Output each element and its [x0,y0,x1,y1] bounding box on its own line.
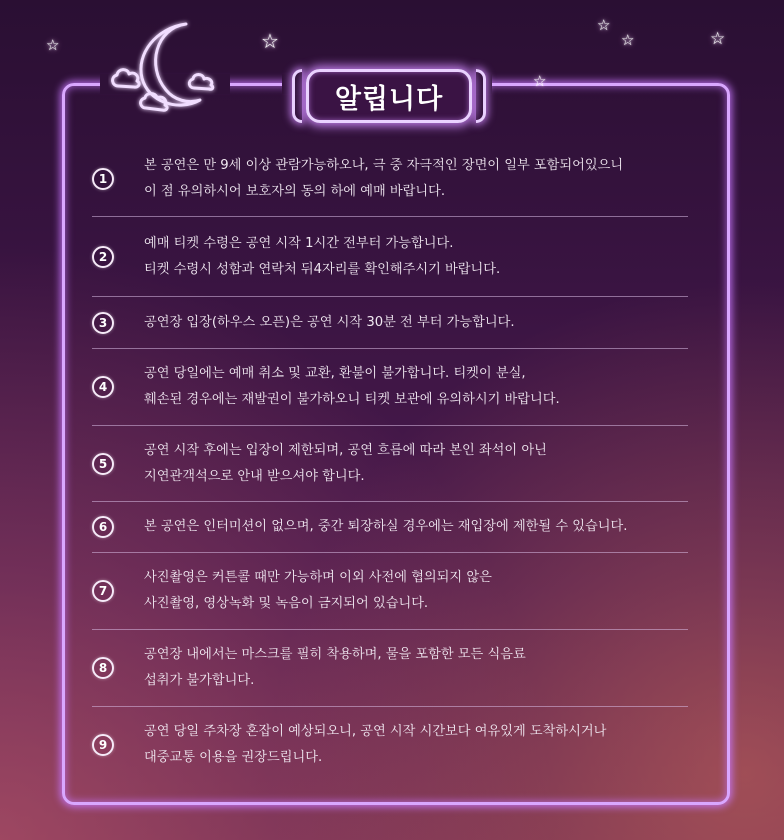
notice-text: 본 공연은 인터미션이 없으며, 중간 퇴장하실 경우에는 재입장에 제한될 수 있습니다. [144,519,628,534]
star-icon: ☆ [533,72,547,90]
list-item [92,425,688,501]
star-icon: ☆ [46,36,60,54]
notice-text: 공연 당일 주차장 혼잡이 예상되오니, 공연 시작 시간보다 여유있게 도착하시거나 대중교통 이용을 권장드립니다. [144,723,607,765]
crescent-moon-icon [108,16,218,116]
notice-text: 사진촬영은 커튼콜 때만 가능하며 이외 사전에 협의되지 않은 사진촬영, 영상녹화 및 녹음이 금지되어 있습니다. [144,570,492,611]
star-icon: ☆ [597,16,611,34]
number-badge: 1 [92,168,114,190]
number-badge: 8 [92,657,114,679]
list-item [92,348,688,425]
notice-text: 예매 티켓 수령은 공연 시작 1시간 전부터 가능합니다. 티켓 수령시 성함과 연락처 뒤4자리를 확인해주시기 바랍니다. [144,235,501,277]
notice-text: 본 공연은 만 9세 이상 관람가능하오나, 극 중 자극적인 장면이 일부 포함되어있으니 이 점 유의하시어 보호자의 동의 하에 예매 바랍니다. [144,158,624,199]
title-bracket-left [292,69,302,123]
number-badge: 7 [92,580,114,602]
star-icon: ☆ [621,31,635,49]
list-item [92,552,688,629]
list-item [92,706,688,782]
title-bracket-right [476,69,486,123]
list-item [92,142,688,216]
number-badge: 9 [92,734,114,756]
number-badge: 5 [92,453,114,475]
number-badge: 3 [92,312,114,334]
star-icon: ☆ [710,29,726,49]
list-item [92,296,688,348]
notice-title: 알립니다 [306,69,472,123]
notice-text: 공연장 내에서는 마스크를 필히 착용하며, 물을 포함한 모든 식음료 섭취가 불가합니다. [144,647,526,688]
notice-list [92,142,688,782]
number-badge: 4 [92,376,114,398]
list-item [92,216,688,296]
notice-text: 공연장 입장(하우스 오픈)은 공연 시작 30분 전 부터 가능합니다. [144,314,515,330]
list-item [92,629,688,706]
star-icon: ☆ [261,29,279,53]
number-badge: 2 [92,246,114,268]
notice-text: 공연 당일에는 예매 취소 및 교환, 환불이 불가합니다. 티켓이 분실, 훼손된 경우에는 재발권이 불가하오니 티켓 보관에 유의하시기 바랍니다. [144,366,560,407]
number-badge: 6 [92,516,114,538]
list-item [92,501,688,552]
notice-text: 공연 시작 후에는 입장이 제한되며, 공연 흐름에 따라 본인 좌석이 아닌 지연관객석으로 안내 받으셔야 합니다. [144,442,547,484]
